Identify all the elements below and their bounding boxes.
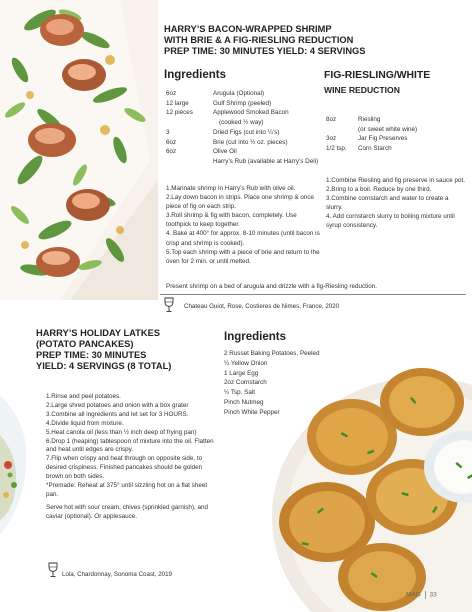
ingredient-item: Pinch White Pepper <box>224 408 280 416</box>
step: 1.Combine Riesling and fig preserve in sauce pot. <box>326 177 465 184</box>
step: 4.Divide liquid from mixture. <box>46 419 124 427</box>
ingredient-item: Jar Fig Preserves <box>358 135 408 143</box>
ingredient-item: Applewood Smoked Bacon <box>213 109 289 117</box>
ingredient-qty: 6oz <box>166 138 177 146</box>
page-footer <box>406 591 437 599</box>
step: 2.Bring to a boil. Reduce by one third. <box>326 186 432 194</box>
step: 3.Combine cornstarch and water to create a slurry. <box>326 195 449 212</box>
latkes-ingredients-heading: Ingredients <box>224 331 286 343</box>
title-line: YIELD: 4 SERVINGS (8 TOTAL) <box>36 361 172 371</box>
step: 2.Large shred potatoes and onion with a box grater <box>46 401 189 409</box>
ingredient-qty: 3oz <box>326 135 337 143</box>
ingredient-row <box>166 99 318 109</box>
fig-heading-line1: FIG-RIESLING/WHITE <box>324 70 431 81</box>
shrimp-ingredients-heading: Ingredients <box>164 69 226 81</box>
latkes-ingredients-list <box>224 349 320 418</box>
step: 5.Top each shrimp with a piece of brie and return to the oven for 2 min. or until melted. <box>166 248 320 265</box>
ingredient-item: Gulf Shrimp (peeled) <box>213 99 272 107</box>
ingredient-row <box>166 89 318 99</box>
latkes-wine-pairing: Lola, Chardonnay, Sonoma Coast, 2019 <box>62 571 172 578</box>
footer-separator <box>425 591 426 599</box>
ingredient-item: Corn Starch <box>358 145 392 153</box>
fig-heading-line2: WINE REDUCTION <box>324 85 400 95</box>
title-line: PREP TIME: 30 MINUTES YIELD: 4 SERVINGS <box>164 46 366 56</box>
ingredient-item: Harry’s Rub (available at Harry’s Deli) <box>213 157 319 165</box>
step: 1.Marinate shrimp in Harry’s Rub with olive oil. <box>166 185 296 192</box>
ingredient-row <box>166 128 318 138</box>
title-line: PREP TIME: 30 MINUTES <box>36 350 147 360</box>
shrimp-wine-pairing: Chateau Guiot, Rose, Costieres de Nimes, France, 2020 <box>184 303 340 310</box>
ingredient-row <box>326 144 417 154</box>
step: 4. Add cornstarch slurry to boiling mixture until syrup consistency. <box>326 213 455 230</box>
ingredient-item: Olive Oil <box>213 148 237 156</box>
ingredient-qty: 3 <box>166 128 170 136</box>
ingredient-row <box>326 125 417 135</box>
ingredient-item: (or sweet white wine) <box>358 125 418 133</box>
latkes-serving-note: Serve hot with sour cream, chives (sprinkled garnish), and caviar (optional). Or applesauce. <box>46 503 209 520</box>
fig-riesling-heading <box>324 69 470 97</box>
latkes-recipe-title <box>36 328 236 372</box>
ingredient-item: Riesling <box>358 116 381 123</box>
step: 2.Lay down bacon in strips. Place one shrimp & once piece of fig on each strip. <box>166 194 315 211</box>
magazine-name: MAG <box>406 591 421 599</box>
ingredient-row <box>166 118 318 128</box>
shrimp-steps <box>166 184 320 266</box>
ingredient-row <box>166 138 318 148</box>
fig-riesling-ingredients-list <box>326 115 417 154</box>
ingredient-qty <box>166 118 213 128</box>
ingredient-row <box>166 157 318 167</box>
ingredient-qty: 6oz <box>166 148 177 156</box>
ingredient-qty: 6oz <box>166 90 177 97</box>
page-number: 33 <box>429 591 437 599</box>
title-line: HARRY’S BACON-WRAPPED SHRIMP <box>164 24 332 34</box>
shrimp-serving-note: Present shrimp on a bed of arugula and drizzle with a fig-Riesling reduction. <box>166 283 378 290</box>
ingredient-qty: 1/2 tsp. <box>326 145 347 153</box>
shrimp-photo <box>0 0 158 300</box>
ingredient-row <box>326 134 417 144</box>
shrimp-recipe-title <box>164 24 464 57</box>
ingredient-item: Dried Figs (cut into ¼’s) <box>213 128 280 136</box>
ingredient-qty: 12 pieces <box>166 109 193 117</box>
ingredient-item: ¼ Tsp. Salt <box>224 389 256 397</box>
title-line: (POTATO PANCAKES) <box>36 339 134 349</box>
latke-side-photo <box>0 395 30 535</box>
step: 1.Rinse and peel potatoes. <box>46 393 121 400</box>
ingredient-item: 2 Russet Baking Potatoes, Peeled <box>224 350 320 357</box>
title-line: WITH BRIE & A FIG-RIESLING REDUCTION <box>164 35 354 45</box>
latkes-steps <box>46 393 220 522</box>
step: 6.Drop 1 (heaping) tablespoon of mixture into the oil. Flatten and heat until edges are crispy. <box>46 437 214 454</box>
ingredient-item: (cooked ½ way) <box>219 119 264 127</box>
title-line: HARRY’S HOLIDAY LATKES <box>36 328 160 338</box>
ingredient-qty: 12 large <box>166 99 189 107</box>
step: 3.Roll shrimp & fig with bacon, completely. Use toothpick to keep together. <box>166 212 297 229</box>
divider <box>160 294 466 295</box>
fig-riesling-steps <box>326 176 466 231</box>
ingredient-qty <box>166 157 213 167</box>
wine-glass-icon <box>164 297 174 313</box>
step: 3.Combine all ingredients and let set for 3 HOURS. <box>46 410 189 418</box>
ingredient-row <box>326 115 417 125</box>
step: *Premade: Reheat at 375° until sizzling hot on a flat sheet pan. <box>46 482 208 498</box>
ingredient-item: Arugula (Optional) <box>213 90 265 97</box>
ingredient-item: Pinch Nutmeg <box>224 398 264 406</box>
ingredient-qty: 8oz <box>326 116 337 123</box>
step: 5.Heat canola oil (less than ½ inch deep of frying pan) <box>46 428 197 436</box>
ingredient-qty <box>326 125 358 135</box>
ingredient-item: 2oz Cornstarch <box>224 379 267 387</box>
step: 4. Bake at 400° for approx. 8-10 minutes (until bacon is crisp and shrimp is cooked). <box>166 230 320 247</box>
shrimp-ingredients-list <box>166 89 318 167</box>
ingredient-row <box>166 147 318 157</box>
wine-glass-icon <box>48 562 58 578</box>
ingredient-row <box>166 108 318 118</box>
ingredient-item: Brie (cut into ½ oz. pieces) <box>213 138 288 146</box>
ingredient-item: 1 Large Egg <box>224 369 259 377</box>
ingredient-item: ¼ Yellow Onion <box>224 359 268 367</box>
step: 7.Flip when crispy and heat through on opposite side, to desired crispiness. Finished pancakes should be golden brown on both sides. <box>46 455 203 481</box>
